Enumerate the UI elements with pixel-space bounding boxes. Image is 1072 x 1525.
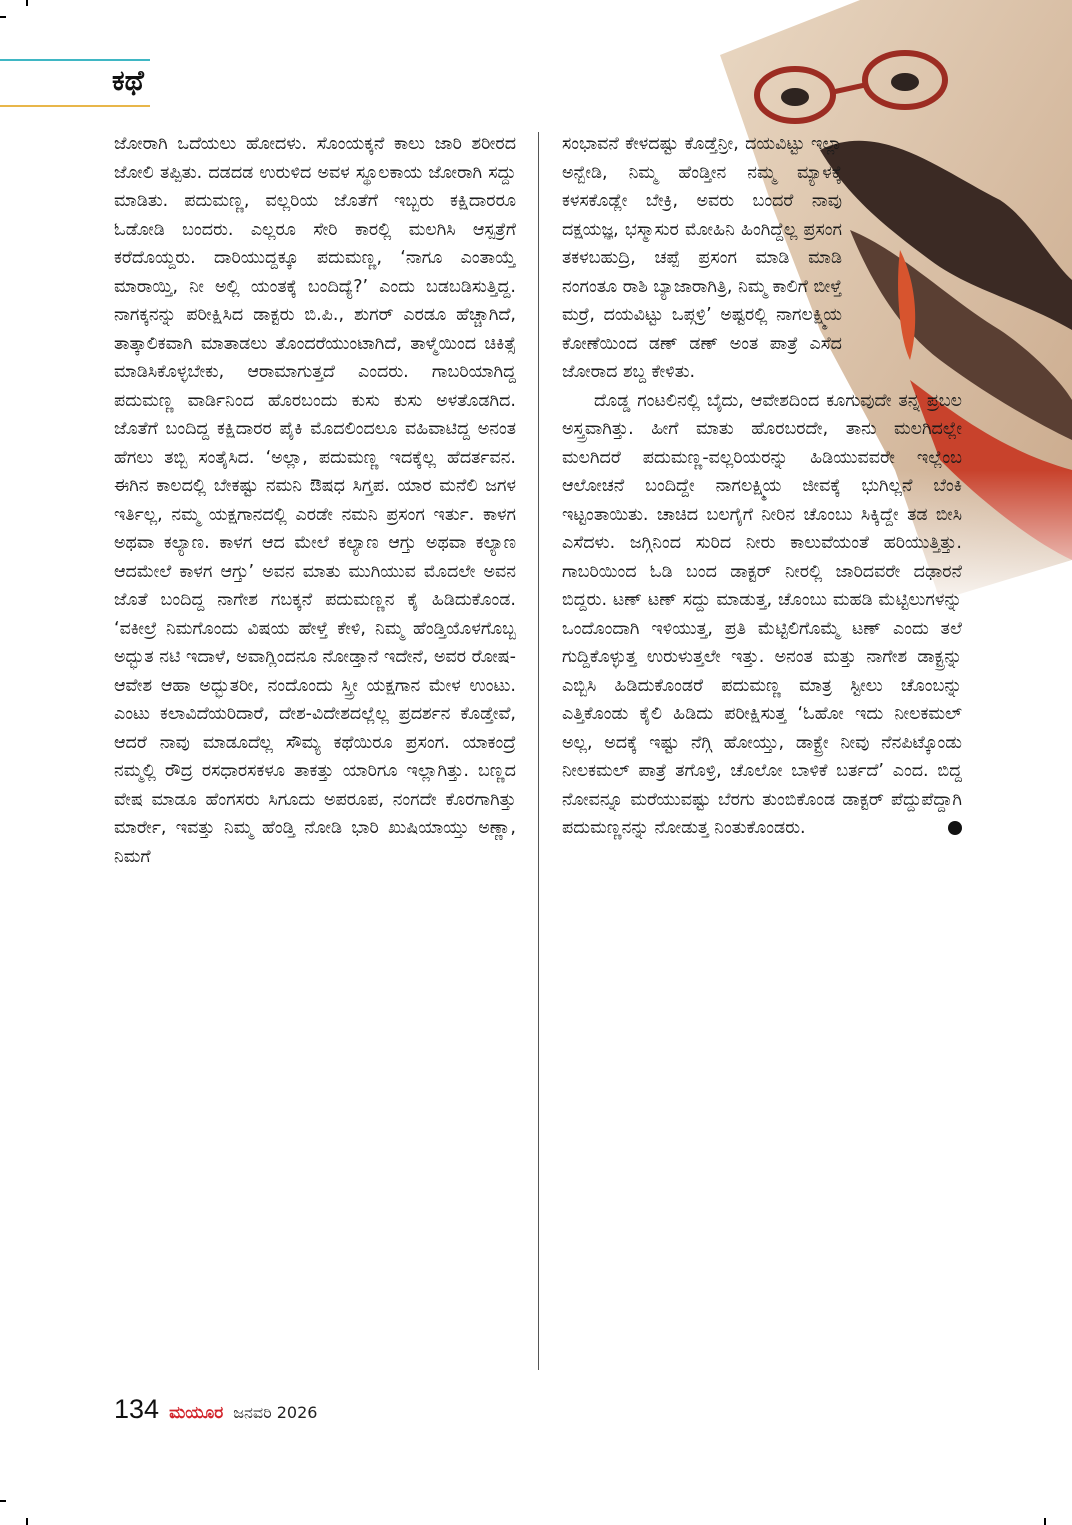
section-label: ಕಥೆ bbox=[112, 64, 144, 97]
header-rule-bottom bbox=[0, 105, 150, 107]
crop-mark bbox=[26, 0, 28, 6]
issue-date: ಜನವರಿ 2026 bbox=[233, 1403, 318, 1422]
end-mark-icon bbox=[948, 821, 962, 835]
page-footer bbox=[114, 1394, 317, 1426]
article-column-right bbox=[562, 130, 962, 1370]
article-column-left bbox=[114, 130, 516, 1370]
paragraph-text: ದೊಡ್ಡ ಗಂಟಲಿನಲ್ಲಿ ಬೈದು, ಆವೇಶದಿಂದ ಕೂಗುವುದೇ ತನ್ನ ಪ್ರಬಲ ಅಸ್ತ್ರವಾಗಿತ್ತು. ಹೀಗೆ ಮಾತು ಹೊರಬರದೇ, ತಾನು ಮಲಗಿದಲ್ಲೇ ಮಲಗಿದರೆ ಪದುಮಣ್ಣ-ವಲ್ಲರಿಯರನ್ನು ಹಿಡಿಯುವವರೇ ಇಲ್ಲೆಂಬ ಆಲೋಚನೆ ಬಂದಿದ್ದೇ ನಾಗಲಕ್ಷ್ಮಿಯ ಜೀವಕ್ಕೆ ಭುಗಿಲ್ಲನೆ ಬೆಂಕಿ ಇಟ್ಟಂತಾಯಿತು. ಚಾಚಿದ ಬಲಗೈಗೆ ನೀರಿನ ಚೊಂಬು ಸಿಕ್ಕಿದ್ದೇ ತಡ ಬೀಸಿ ಎಸೆದಳು. ಜಗ್ಗಿನಿಂದ ಸುರಿದ ನೀರು ಕಾಲುವೆಯಂತೆ ಹರಿಯುತ್ತಿತ್ತು. ಗಾಬರಿಯಿಂದ ಓಡಿ ಬಂದ ಡಾಕ್ಟರ್ ನೀರಲ್ಲಿ ಜಾರಿದವರೇ ದಢಾರನೆ ಬಿದ್ದರು. ಟಣ್ ಟಣ್ ಸದ್ದು ಮಾಡುತ್ತ, ಚೊಂಬು ಮಹಡಿ ಮೆಟ್ಟಿಲುಗಳನ್ನು ಒಂದೊಂದಾಗಿ ಇಳಿಯುತ್ತ, ಪ್ರತಿ ಮೆಟ್ಟಿಲಿಗೊಮ್ಮೆ ಟಣ್ ಎಂದು ತಲೆ ಗುದ್ದಿಕೊಳ್ಳುತ್ತ ಉರುಳುತ್ತಲೇ ಇತ್ತು. ಅನಂತ ಮತ್ತು ನಾಗೇಶ ಡಾಕ್ಟ್ರನ್ನು ಎಬ್ಬಿಸಿ ಹಿಡಿದುಕೊಂಡರೆ ಪದುಮಣ್ಣ ಮಾತ್ರ ಸ್ಟೀಲು ಚೊಂಬನ್ನು ಎತ್ತಿಕೊಂಡು ಕೈಲಿ ಹಿಡಿದು ಪರೀಕ್ಷಿಸುತ್ತ ‘ಓಹೋ ಇದು ನೀಲಕಮಲ್ ಅಲ್ಲ, ಅದಕ್ಕೆ ಇಷ್ಟು ನೆಗ್ಗಿ ಹೋಯ್ತು, ಡಾಕ್ಟ್ರೇ ನೀವು ನೆನಪಿಟ್ಕೊಂಡು ನೀಲಕಮಲ್ ಪಾತ್ರೆ ತಗೊಳ್ರಿ, ಚೊಲೋ ಬಾಳಿಕೆ ಬರ್ತದೆ’ ಎಂದ. ಬಿದ್ದ ನೋವನ್ನೂ ಮರೆಯುವಷ್ಟು ಬೆರಗು ತುಂಬಿಕೊಂಡ ಡಾಕ್ಟರ್ ಪೆದ್ದುಪೆದ್ದಾಗಿ ಪದುಮಣ್ಣನನ್ನು ನೋಡುತ್ತ ನಿಂತುಕೊಂಡರು. bbox=[562, 390, 962, 838]
paragraph: ಜೋರಾಗಿ ಒದೆಯಲು ಹೋದಳು. ಸೊಂಯಕ್ಕನೆ ಕಾಲು ಜಾರಿ ಶರೀರದ ಜೋಲಿ ತಪ್ಪಿತು. ದಡದಡ ಉರುಳಿದ ಅವಳ ಸ್ಥೂಲಕಾಯ ಜೋರಾಗಿ ಸದ್ದು ಮಾಡಿತು. ಪದುಮಣ್ಣ, ವಲ್ಲರಿಯ ಜೊತೆಗೆ ಇಬ್ಬರು ಕಕ್ಷಿದಾರರೂ ಓಡೋಡಿ ಬಂದರು. ಎಲ್ಲರೂ ಸೇರಿ ಕಾರಲ್ಲಿ ಮಲಗಿಸಿ ಆಸ್ಪತ್ರೆಗೆ ಕರೆದೊಯ್ದರು. ದಾರಿಯುದ್ದಕ್ಕೂ ಪದುಮಣ್ಣ, ‘ನಾಗೂ ಎಂತಾಯ್ತೆ ಮಾರಾಯ್ತಿ, ನೀ ಅಲ್ಲಿ ಯಂತಕ್ಕೆ ಬಂದಿದ್ಯೆ?’ ಎಂದು ಬಡಬಡಿಸುತ್ತಿದ್ದ. ನಾಗಕ್ಕನನ್ನು ಪರೀಕ್ಷಿಸಿದ ಡಾಕ್ಟರು ಬಿ.ಪಿ., ಶುಗರ್ ಎರಡೂ ಹೆಚ್ಚಾಗಿದೆ, ತಾತ್ಕಾಲಿಕವಾಗಿ ಮಾತಾಡಲು ತೊಂದರೆಯುಂಟಾಗಿದೆ, ತಾಳ್ಮೆಯಿಂದ ಚಿಕಿತ್ಸೆ ಮಾಡಿಸಿಕೊಳ್ಳಬೇಕು, ಆರಾಮಾಗುತ್ತದೆ ಎಂದರು. ಗಾಬರಿಯಾಗಿದ್ದ ಪದುಮಣ್ಣ ವಾರ್ಡಿನಿಂದ ಹೊರಬಂದು ಕುಸು ಕುಸು ಅಳತೊಡಗಿದ. ಜೊತೆಗೆ ಬಂದಿದ್ದ ಕಕ್ಷಿದಾರರ ಪೈಕಿ ಮೊದಲಿಂದಲೂ ವಹಿವಾಟಿದ್ದ ಅನಂತ ಹೆಗಲು ತಬ್ಬಿ ಸಂತೈಸಿದ. ‘ಅಲ್ಲಾ, ಪದುಮಣ್ಣ ಇದಕ್ಕೆಲ್ಲ ಹೆದರ್ತವನ. ಈಗಿನ ಕಾಲದಲ್ಲಿ ಬೇಕಷ್ಟು ನಮನಿ ಔಷಧ ಸಿಗ್ತಪ. ಯಾರ ಮನೆಲಿ ಜಗಳ ಇರ್ತಿಲ್ಲ, ನಮ್ಮ ಯಕ್ಷಗಾನದಲ್ಲಿ ಎರಡೇ ನಮನಿ ಪ್ರಸಂಗ ಇರ್ತು. ಕಾಳಗ ಅಥವಾ ಕಲ್ಯಾಣ. ಕಾಳಗ ಆದ ಮೇಲೆ ಕಲ್ಯಾಣ ಆಗ್ತು ಅಥವಾ ಕಲ್ಯಾಣ ಆದಮೇಲೆ ಕಾಳಗ ಆಗ್ತು’ ಅವನ ಮಾತು ಮುಗಿಯುವ ಮೊದಲೇ ಅವನ ಜೊತೆ ಬಂದಿದ್ದ ನಾಗೇಶ ಗಬಕ್ಕನೆ ಪದುಮಣ್ಣನ ಕೈ ಹಿಡಿದುಕೊಂಡ. ‘ವಕೀಲ್ರೆ ನಿಮಗೊಂದು ವಿಷಯ ಹೇಳ್ತೆ ಕೇಳಿ, ನಿಮ್ಮ ಹೆಂಡ್ತಿಯೊಳಗೊಬ್ಬ ಅದ್ಭುತ ನಟಿ ಇದಾಳೆ, ಅವಾಗ್ಲಿಂದನೂ ನೋಡ್ತಾನೆ ಇದೇನೆ, ಅವರ ರೋಷ-ಆವೇಶ ಆಹಾ ಅದ್ಭುತರೀ, ನಂದೊಂದು ಸ್ತ್ರೀ ಯಕ್ಷಗಾನ ಮೇಳ ಉಂಟು. ಎಂಟು ಕಲಾವಿದೆಯರಿದಾರೆ, ದೇಶ-ವಿದೇಶದಲ್ಲೆಲ್ಲ ಪ್ರದರ್ಶನ ಕೊಡ್ತೇವೆ, ಆದರೆ ನಾವು ಮಾಡೂದೆಲ್ಲ ಸೌಮ್ಯ ಕಥೆಯಿರೂ ಪ್ರಸಂಗ. ಯಾಕಂದ್ರೆ ನಮ್ಮಲ್ಲಿ ರೌದ್ರ ರಸಧಾರಸಕಳೂ ತಾಕತ್ತು ಯಾರಿಗೂ ಇಲ್ಲಾಗಿತ್ತು. ಬಣ್ಣದ ವೇಷ ಮಾಡೂ ಹೆಂಗಸರು ಸಿಗೂದು ಅಪರೂಪ, ನಂಗದೇ ಕೊರಗಾಗಿತ್ತು ಮಾರ್ರೇ, ಇವತ್ತು ನಿಮ್ಮ ಹೆಂಡ್ತಿ ನೋಡಿ ಭಾರಿ ಖುಷಿಯಾಯ್ತು ಅಣ್ಣಾ, ನಿಮಗೆ bbox=[114, 134, 516, 867]
crop-mark bbox=[0, 1500, 6, 1502]
page-number: 134 bbox=[114, 1394, 160, 1424]
crop-mark bbox=[1044, 1518, 1046, 1525]
paragraph: ಸಂಭಾವನೆ ಕೇಳದಷ್ಟು ಕೊಡ್ತೆನ್ರೀ, ದಯವಿಟ್ಟು ಇಲ್ಲಾ ಅನ್ಬೇಡಿ, ನಿಮ್ಮ ಹೆಂಡ್ತೀನ ನಮ್ಮ ಮ್ಯಾಳಕ್ಕೆ ಕಳಸಕೊಡ್ಲೇ ಬೇಕ್ರಿ, ಅವರು ಬಂದರೆ ನಾವು ದಕ್ಷಯಜ್ಞ, ಭಸ್ಮಾಸುರ ಮೋಹಿನಿ ಹಿಂಗಿದ್ದೆಲ್ಲ ಪ್ರಸಂಗ ತಕಳಬಹುದ್ರಿ, ಚಪ್ಪೆ ಪ್ರಸಂಗ ಮಾಡಿ ಮಾಡಿ ನಂಗಂತೂ ರಾಶಿ ಬ್ಯಾಜಾರಾಗಿತ್ರಿ, ನಿಮ್ಮ ಕಾಲಿಗೆ ಬೀಳ್ತೆ ಮರ್ರೆ, ದಯವಿಟ್ಟು ಒಪ್ಗಳ್ರಿ’ ಅಷ್ಟರಲ್ಲಿ ನಾಗಲಕ್ಷ್ಮಿಯ ಕೋಣೆಯಿಂದ ಡಣ್ ಡಣ್ ಅಂತ ಪಾತ್ರೆ ಎಸೆದ ಜೋರಾದ ಶಬ್ದ ಕೇಳಿತು. bbox=[562, 134, 842, 382]
column-divider bbox=[538, 132, 539, 1370]
magazine-logo: ಮಯೂರ bbox=[169, 1403, 224, 1423]
paragraph bbox=[562, 387, 962, 843]
crop-mark bbox=[26, 1518, 28, 1525]
crop-mark bbox=[0, 16, 6, 18]
header-rule-top bbox=[0, 59, 150, 61]
